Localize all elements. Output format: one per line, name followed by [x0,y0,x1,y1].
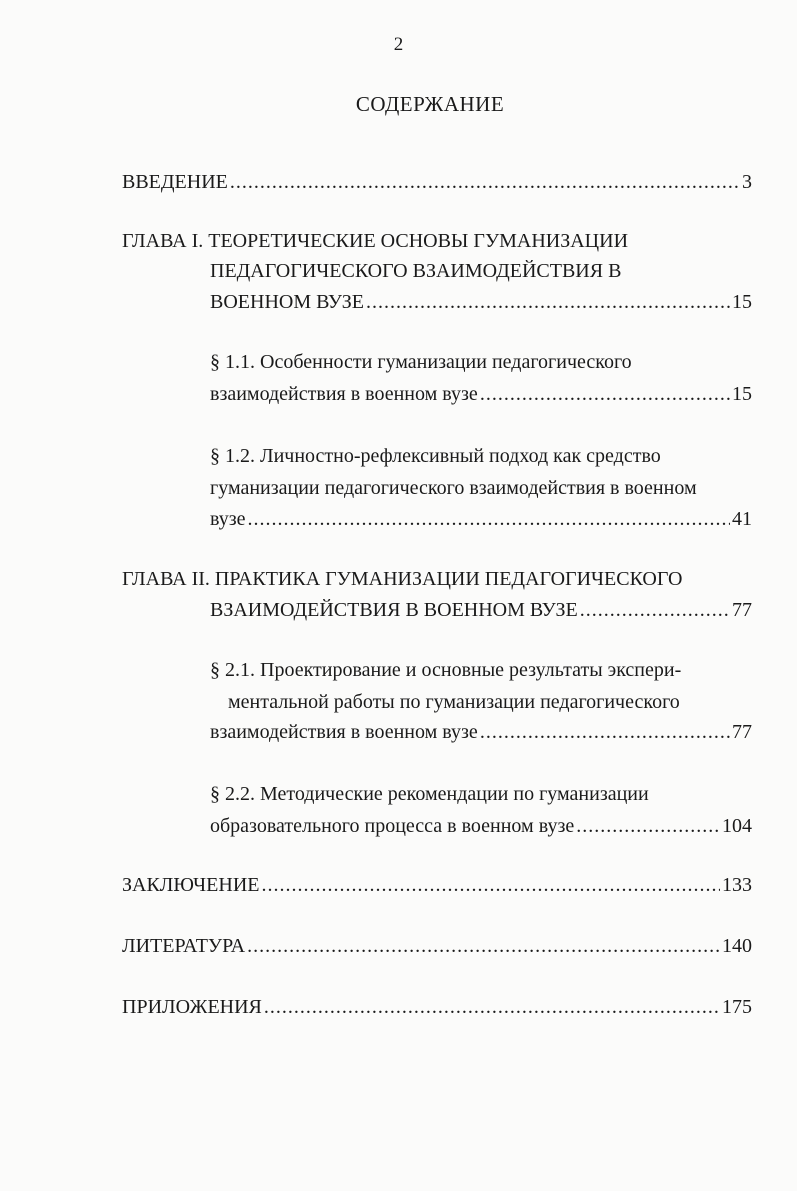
leader-dots [580,598,730,622]
toc-label: вузе [210,508,246,530]
leader-dots [247,934,720,958]
toc-chapter-1-line3[interactable] [210,290,752,314]
toc-entry-appendix[interactable] [122,995,752,1019]
toc-section-1-1-line2[interactable] [210,382,752,406]
toc-page: 15 [732,383,752,405]
toc-page: 133 [722,874,752,896]
leader-dots [261,873,720,897]
toc-page: 77 [732,599,752,621]
leader-dots [264,995,720,1019]
toc-entry-conclusion[interactable] [122,873,752,897]
toc-page: 140 [722,935,752,957]
toc-section-2-2-line1[interactable]: § 2.2. Методические рекомендации по гуманизации [210,783,649,805]
toc-chapter-2-line1[interactable]: ГЛАВА II. ПРАКТИКА ГУМАНИЗАЦИИ ПЕДАГОГИЧЕСКОГО [122,568,683,590]
page-title: СОДЕРЖАНИЕ [355,92,505,116]
leader-dots [248,507,730,531]
toc-page: 41 [732,508,752,530]
toc-page: 77 [732,721,752,743]
toc-label: ВВЕДЕНИЕ [122,171,228,193]
toc-section-1-2-line1[interactable]: § 1.2. Личностно-рефлексивный подход как средство [210,445,661,467]
toc-label: ЛИТЕРАТУРА [122,935,246,957]
toc-section-1-2-line2: гуманизации педагогического взаимодействия в военном [210,477,697,499]
leader-dots [366,290,730,314]
toc-section-2-1-line2: ментальной работы по гуманизации педагогического [228,691,680,713]
toc-chapter-1-line1[interactable]: ГЛАВА I. ТЕОРЕТИЧЕСКИЕ ОСНОВЫ ГУМАНИЗАЦИИ [122,230,629,252]
toc-label: ВЗАИМОДЕЙСТВИЯ В ВОЕННОМ ВУЗЕ [210,599,578,621]
toc-label: ВОЕННОМ ВУЗЕ [210,291,364,313]
leader-dots [230,170,740,194]
toc-label: ЗАКЛЮЧЕНИЕ [122,874,260,896]
toc-chapter-2-line2[interactable] [210,598,752,622]
toc-section-1-1-line1[interactable]: § 1.1. Особенности гуманизации педагогического [210,351,632,373]
page-number: 2 [393,34,404,55]
toc-entry-intro[interactable] [122,170,752,194]
leader-dots [480,382,730,406]
toc-page: 3 [742,171,752,193]
leader-dots [480,720,730,744]
toc-label: образовательного процесса в военном вузе [210,815,575,837]
toc-entry-literature[interactable] [122,934,752,958]
toc-page: 15 [732,291,752,313]
toc-label: взаимодействия в военном вузе [210,721,478,743]
toc-section-2-1-line3[interactable] [210,720,752,744]
toc-page: 104 [722,815,752,837]
toc-label: взаимодействия в военном вузе [210,383,478,405]
toc-section-2-2-line2[interactable] [210,814,752,838]
toc-page: 175 [722,996,752,1018]
leader-dots [576,814,720,838]
toc-section-1-2-line3[interactable] [210,507,752,531]
toc-label: ПРИЛОЖЕНИЯ [122,996,262,1018]
toc-section-2-1-line1[interactable]: § 2.1. Проектирование и основные результаты экспери- [210,659,682,681]
toc-chapter-1-line2: ПЕДАГОГИЧЕСКОГО ВЗАИМОДЕЙСТВИЯ В [210,260,622,282]
